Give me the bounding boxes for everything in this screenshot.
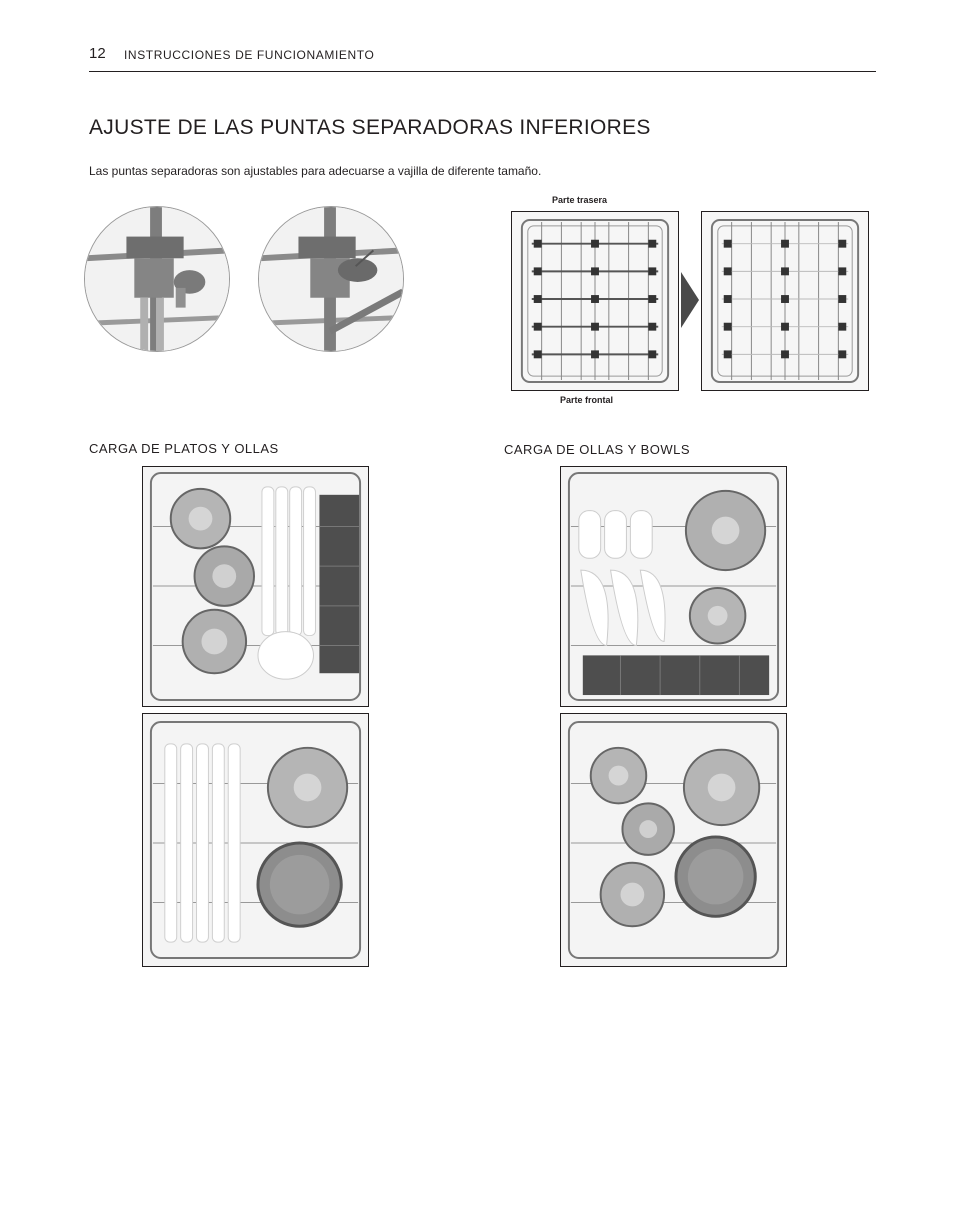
rack-pots-bowls-photo-1 bbox=[560, 466, 787, 707]
rack-plates-pots-photo-1 bbox=[142, 466, 369, 707]
rack-tines-upright-image bbox=[511, 211, 679, 391]
tine-closeup-upright-image bbox=[84, 206, 230, 352]
arrow-right-icon bbox=[680, 270, 700, 330]
header-divider bbox=[89, 71, 876, 72]
running-header: INSTRUCCIONES DE FUNCIONAMIENTO bbox=[124, 48, 375, 62]
section-title: AJUSTE DE LAS PUNTAS SEPARADORAS INFERIORES bbox=[89, 116, 651, 139]
loading-pots-bowls-heading: CARGA DE OLLAS Y BOWLS bbox=[504, 442, 691, 457]
rack-back-label: Parte trasera bbox=[552, 195, 608, 205]
loading-plates-pots-heading: CARGA DE PLATOS Y OLLAS bbox=[89, 441, 279, 456]
tine-closeup-folded-image bbox=[258, 206, 404, 352]
page-number: 12 bbox=[89, 45, 106, 62]
rack-pots-bowls-photo-2 bbox=[560, 713, 787, 967]
intro-paragraph: Las puntas separadoras son ajustables para adecuarse a vajilla de diferente tamaño. bbox=[89, 164, 542, 178]
rack-tines-folded-image bbox=[701, 211, 869, 391]
rack-front-label: Parte frontal bbox=[560, 395, 614, 405]
rack-plates-pots-photo-2 bbox=[142, 713, 369, 967]
